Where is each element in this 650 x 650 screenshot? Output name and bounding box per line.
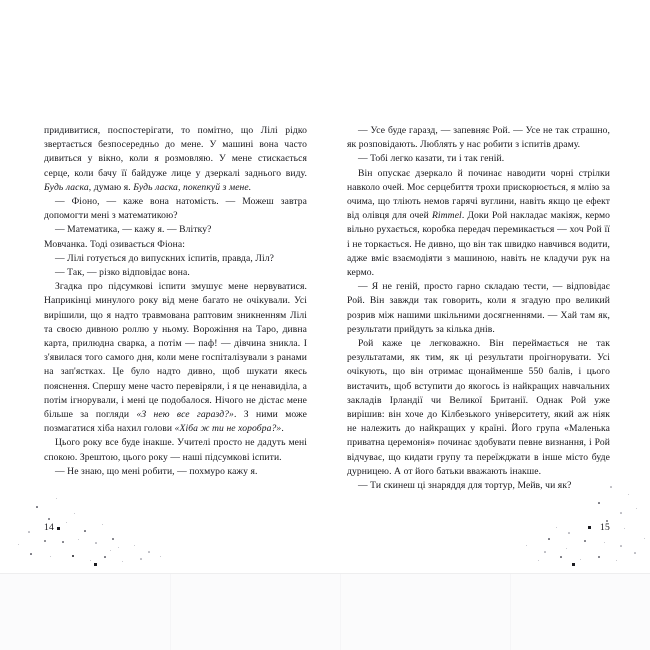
speckle-dot — [580, 559, 581, 560]
speckle-dot — [50, 556, 51, 557]
speckle-dot — [48, 518, 50, 520]
emphasis-text: Rimmel — [431, 210, 462, 222]
paragraph — [44, 223, 307, 237]
text-run: — Фіоно, — каже вона натомість. — Можеш завтра допомогти мені з математикою? — [44, 196, 307, 222]
speckle-dot — [62, 541, 64, 543]
text-run: — Так, — різко відповідає вона. — [55, 267, 190, 279]
speckle-dot — [78, 539, 79, 540]
speckle-dot — [30, 553, 32, 555]
speckle-dot — [110, 550, 111, 551]
speckle-dot — [90, 560, 91, 561]
speckle-dot — [588, 526, 591, 529]
speckle-dot — [556, 527, 557, 528]
paragraph — [347, 124, 610, 152]
speckle-dot — [634, 552, 636, 554]
text-run: Згадка про підсумкові іспити змушує мене нервуватися. Наприкінці минулого року від мене багато не очікували. Усі вирішили, що я надто травмована раптовим зникненням Лілі та своєю дивною роллю у ньому. Ворожіння на Таро, дивна карта, прилюдна сварка, а потім — паф! — дівчина зникла. І з'явилася того самого дня, коли мене госпіталізували з ранами на зап'ястках. Це було надто дивно, щоб шукати якесь пояснення. Спершу мене часто перевіряли, і я це ненавиділа, а потім ігнорували, і мені це подобалося. Нічого не дістає мене більше за погляди — [44, 281, 307, 421]
speckle-dot — [620, 512, 622, 514]
speckle-dot — [604, 542, 605, 543]
speckle-dot — [44, 540, 46, 542]
speckle-dot — [566, 548, 567, 549]
speckle-dot — [122, 561, 123, 562]
left-page-text — [44, 124, 307, 479]
text-run: Цього року все буде інакше. Учителі просто не дадуть мені спокою. Зрештою, цього року — наші підсумкові іспити. — [44, 437, 307, 463]
speckle-dot — [148, 551, 150, 553]
speckle-dot — [544, 551, 546, 553]
speckle-dot — [104, 556, 106, 558]
speckle-dot — [18, 544, 19, 545]
paragraph — [44, 465, 307, 479]
text-run: Він опускає дзеркало й починає наводити чорні стрілки навколо очей. Моє серцебиття трохи прискорюється, я млію за очима, що тліють немов гарячі вуглини, навіть якщо це ефект від олівця для очей — [347, 167, 610, 222]
right-page — [347, 124, 610, 493]
speckle-dot — [74, 513, 75, 514]
speckle-dot — [160, 556, 161, 557]
paragraph — [44, 436, 307, 464]
speckle-dot — [538, 560, 539, 561]
text-run: — Я не геній, просто гарно складаю тести, — відповідає Рой. Він завжди так говорить, коли я згадую про великий розрив між нашими шкільними досягненнями. — Хай там як, результати прийдуть за кілька днів. — [347, 281, 610, 335]
emphasis-text: Будь ласка — [44, 181, 89, 193]
speckle-dot — [72, 555, 74, 557]
speckle-dot — [628, 494, 629, 495]
paragraph — [347, 280, 610, 337]
speckle-dot — [610, 486, 612, 488]
speckle-dot — [102, 524, 103, 525]
paragraph — [44, 238, 307, 252]
speckle-dot — [112, 538, 114, 540]
text-run: — Математика, — кажу я. — Влітку? — [55, 224, 212, 236]
left-page — [44, 124, 307, 479]
text-run: — Тобі легко казати, ти і так геній. — [358, 153, 505, 165]
text-run: — Лілі готується до випускних іспитів, правда, Ліл? — [55, 252, 274, 264]
text-run: придивитися, поспостерігати, то помітно, що Лілі рідко звертається безпосередньо до мене. У машині вона часто дивиться у вікно, коли я розмовляю. У мене стискається серце, коли бачу її байдуже лице у дзеркалі заднього виду. — [44, 125, 307, 179]
speckle-dot — [572, 563, 575, 566]
speckle-dot — [548, 538, 550, 540]
page-number-left: 14 — [44, 522, 54, 533]
speckle-dot — [624, 528, 625, 529]
speckle-dot — [598, 556, 600, 558]
speckle-dot — [568, 532, 570, 534]
speckle-dot — [598, 502, 600, 504]
speckle-dot — [95, 542, 97, 544]
page-bottom-edge — [0, 573, 650, 650]
speckle-dot — [584, 540, 586, 542]
text-run: . Доки Рой накладає макіяж, кермо вільно рухається, коробка передач перемикається — хоч Рой її і не торкається. Не дивно, що він так швидко навчився водити, адже вміє взаємодіяти з машиною, навіть не кладучи рук на кермо. — [347, 210, 611, 279]
emphasis-text: Будь ласка, покепкуй з мене. — [133, 181, 252, 193]
speckle-dot — [84, 530, 86, 532]
speckle-dot — [636, 508, 637, 509]
speckle-dot — [620, 545, 622, 547]
text-run: — Усе буде гаразд, — запевняє Рой. — Усе не так страшно, як розповідають. Люблять у нас робити з іспитів драму. — [347, 125, 610, 151]
text-run: , думаю я. — [88, 181, 134, 193]
speckle-dot — [94, 563, 97, 566]
speckle-dot — [134, 545, 135, 546]
paragraph — [44, 195, 307, 223]
speckle-dot — [118, 547, 119, 548]
text-run: — Ти скинеш ці знаряддя для тортур, Мейв, чи як? — [358, 480, 572, 492]
speckle-dot — [644, 538, 645, 539]
text-run: . — [281, 423, 284, 435]
emphasis-text: «З нею все гаразд?» — [136, 409, 234, 421]
text-run: Рой каже це легковажно. Він переймається не так результатами, як тим, як ці результати проігнорувати. Усі очікують, що він отримає щонайменше 550 балів, і цього вистачить, щоб вступити до якогось із найкращих навчальних закладів Ірландії чи Великої Британії. Однак Рой уже вирішив: він хоче до Кілбезького університету, який аж ніяк не належить до найкращих у країні. Його група «Маленька приватна церемонія» починає здобувати певне визнання, і Рой відчуває, що кидати групу та переїжджати в інше місто буде дурницею. А от його батьки вважають інакше. — [347, 338, 610, 477]
right-page-text — [347, 124, 610, 493]
speckle-dot — [28, 531, 30, 533]
speckle-dot — [66, 522, 67, 523]
text-run: — Не знаю, що мені робити, — похмуро кажу я. — [55, 465, 258, 477]
paragraph — [347, 479, 610, 493]
speckle-dot — [36, 506, 38, 508]
paragraph — [44, 280, 307, 436]
paragraph — [347, 152, 610, 166]
paragraph — [347, 337, 610, 479]
paragraph — [44, 252, 307, 266]
text-run: . З ними може позмагатися хіба нахил голови — [44, 409, 307, 435]
paragraph — [44, 124, 307, 195]
paragraph — [347, 167, 610, 281]
page-number-right: 15 — [600, 522, 610, 533]
speckle-dot — [616, 560, 617, 561]
speckle-dot — [56, 498, 57, 499]
text-run: Мовчанка. Тоді озивається Фіона: — [44, 238, 185, 250]
emphasis-text: «Хіба ж ти не хоробра?» — [174, 423, 282, 435]
paragraph — [44, 266, 307, 280]
speckle-dot — [526, 545, 527, 546]
speckle-dot — [57, 527, 60, 530]
speckle-dot — [560, 556, 562, 558]
speckle-dot — [140, 558, 142, 560]
